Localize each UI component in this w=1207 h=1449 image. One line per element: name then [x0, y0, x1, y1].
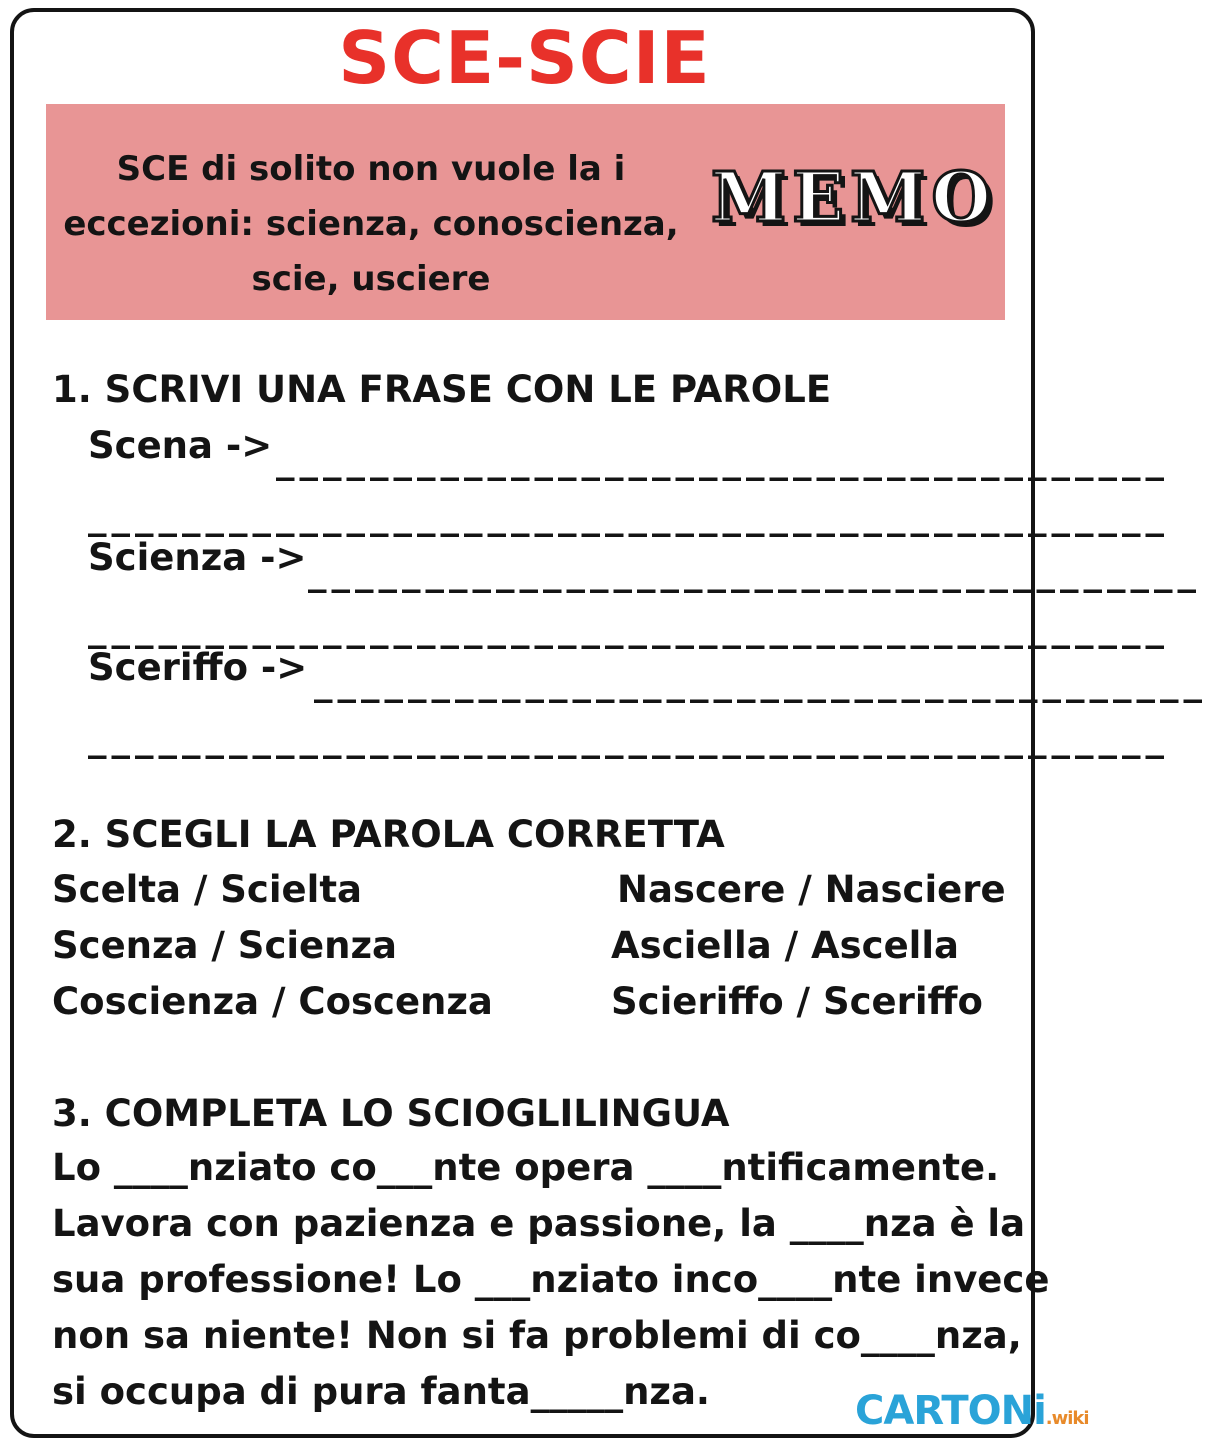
answer-line[interactable]: ______________________________________ — [314, 660, 1207, 703]
logo-suffix: .wiki — [1045, 1408, 1089, 1429]
tongue-twister-line: non sa niente! Non si fa problemi di co____nza, — [52, 1314, 1022, 1357]
logo-text: CARTONi — [855, 1388, 1046, 1434]
word-choice[interactable]: Scieriffo / Sceriffo — [611, 980, 983, 1023]
word-choice[interactable]: Scelta / Scielta — [52, 868, 362, 911]
tongue-twister — [52, 1140, 1049, 1420]
answer-line[interactable]: ______________________________________ — [276, 438, 1169, 481]
tongue-twister-line: Lo ____nziato co___nte opera ____ntificamente. — [52, 1146, 1000, 1189]
exercise2-heading: 2. SCEGLI LA PAROLA CORRETTA — [52, 813, 725, 856]
tongue-twister-line: si occupa di pura fanta_____nza. — [52, 1370, 710, 1413]
exercise1-item — [88, 646, 307, 689]
exercise1-heading: 1. SCRIVI UNA FRASE CON LE PAROLE — [52, 368, 832, 411]
memo-text — [46, 142, 696, 307]
tongue-twister-line: sua professione! Lo ___nziato inco____nte invece — [52, 1258, 1050, 1301]
tongue-twister-line: Lavora con pazienza e passione, la ____nza è la — [52, 1202, 1026, 1245]
word-choice[interactable]: Nascere / Nasciere — [617, 868, 1006, 911]
answer-line[interactable]: ______________________________________ — [308, 550, 1201, 593]
exercise1-item — [88, 424, 272, 467]
exercise3-heading: 3. COMPLETA LO SCIOGLILINGUA — [52, 1092, 730, 1135]
page-title: SCE-SCIE — [338, 16, 711, 100]
word-choice[interactable]: Scenza / Scienza — [52, 924, 397, 967]
answer-line[interactable]: ______________________________________________ — [88, 606, 1169, 649]
item-word: Scienza — [88, 536, 248, 579]
word-choice[interactable]: Coscienza / Coscenza — [52, 980, 493, 1023]
memo-box — [46, 104, 1005, 320]
memo-line: SCE di solito non vuole la i — [116, 149, 626, 189]
arrow: -> — [260, 536, 307, 579]
item-word: Sceriffo — [88, 646, 248, 689]
word-choice[interactable]: Asciella / Ascella — [611, 924, 959, 967]
answer-line[interactable]: ______________________________________________ — [88, 716, 1169, 759]
memo-line: scie, usciere — [251, 259, 491, 299]
arrow: -> — [225, 424, 273, 467]
cartoni-logo — [855, 1388, 1089, 1434]
exercise1-item — [88, 536, 306, 579]
memo-label: MEMO — [711, 158, 997, 238]
answer-line[interactable]: ______________________________________________ — [88, 494, 1169, 537]
memo-line: eccezioni: scienza, conoscienza, — [63, 204, 679, 244]
arrow: -> — [260, 646, 308, 689]
item-word: Scena — [88, 424, 213, 467]
